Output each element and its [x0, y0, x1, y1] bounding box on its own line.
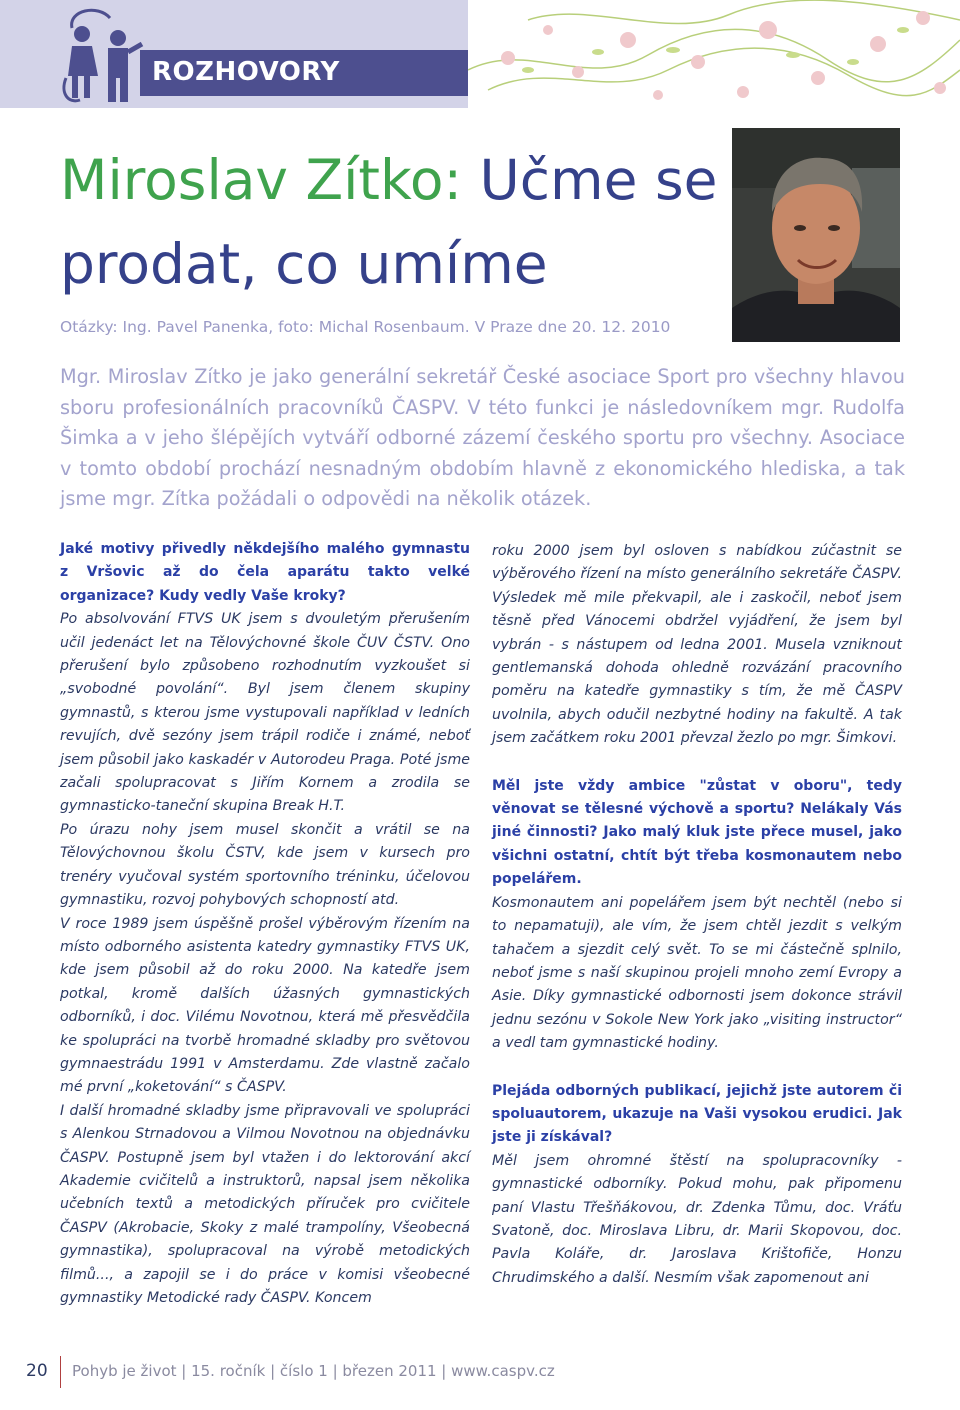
article-intro: Mgr. Miroslav Zítko je jako generální sekretář České asociace Sport pro všechny hlavou sboru profesionálních pracovníků ČASPV. V této funkci je následovníkem mgr. Rudolfa Šimka a v jeho šlépějích vytváří odborné zázemí českého sportu pro všechny. Asociace v tomto období prochází nesnadným obdobím hlavně z ekonomického hlediska, a tak jsme mgr. Zítka požádali o odpovědi na několik otázek.	[60, 365, 905, 510]
answer-paragraph: Měl jsem ohromné štěstí na spolupracovníky - gymnastické odborníky. Pokud mohu, pak připomenu paní Vlastu Třešňákovou, dr. Zdenka Tůmu, doc. Vráťu Svatoně, doc. Miroslava Libru, dr. Marii Skopovou, doc. Pavla Koláře, dr. Jaroslava Krištofiče, Honzu Chrudimského a další. Nesmím však zapomenout ani	[492, 1152, 902, 1286]
question-2: Měl jste vždy ambice "zůstat v oboru", tedy věnovat se tělesné výchově a sportu? Nelákaly Vás jiné činnosti? Jako malý kluk jste přece musel, jako všichni ostatní, chtít být třeba kosmonautem nebo popelářem.	[492, 777, 902, 888]
footer-divider	[60, 1356, 61, 1388]
right-column	[492, 540, 902, 1290]
title-line2: prodat, co umíme	[60, 232, 548, 296]
title-rest: Učme se	[462, 148, 718, 212]
answer-paragraph: Po absolvování FTVS UK jsem s dvouletým přerušením učil jedenáct let na Tělovýchovné škole ČUV ČSTV. Ono přerušení bylo způsobeno rozhodnutím vyzkoušet si „svobodné povolání“. Byl jsem členem skupiny gymnastů, s kterou jsme vystupovali například v ledních revujích, dvě sezóny jsem trápil rodiče i známé, neboť jsem působil jako kaskadér v Autorodeu Praga. Poté jsme začali spolupracovat s Jiřím Kornem a zrodila se gymnasticko-taneční skupina Break H.T.	[60, 611, 470, 815]
answer-paragraph: roku 2000 jsem byl osloven s nabídkou zúčastnit se výběrového řízení na místo generálního sekretáře ČASPV. Výsledek mě mile překvapil, ale i zaskočil, neboť jsem těsně před Vánocemi obdržel vyjádření, že jsem byl vybrán - s nástupem od ledna 2001. Musela vzniknout gentlemanská dohoda ohledně rozvázání pracovního poměru na katedře gymnastiky s tím, že mě ČASPV uvolnila, abych odučil nezbytné hodiny na fakultě. A tak jsem začátkem roku 2001 převzal žezlo po mgr. Šimkovi.	[492, 543, 902, 747]
question-1: Jaké motivy přivedly někdejšího malého gymnastu z Vršovic až do čela aparátu takto velké organizace? Kudy vedly Vaše kroky?	[60, 541, 470, 604]
floral-border-icon	[468, 0, 960, 108]
title-name: Miroslav Zítko:	[60, 148, 463, 212]
article-title	[60, 138, 720, 306]
portrait-photo	[732, 128, 900, 342]
answer-paragraph: Po úrazu nohy jsem musel skončit a vrátil se na Tělovýchovnou školu ČSTV, kde jsem v kursech pro trenéry vyučoval systém sportovního tréninku, účelovou gymnastiku, rozvoj pohybových schopností atd.	[60, 821, 470, 909]
footer-text: Pohyb je život | 15. ročník | číslo 1 | březen 2011 | www.caspv.cz	[72, 1362, 555, 1380]
answer-paragraph: V roce 1989 jsem úspěšně prošel výběrovým řízením na místo odborného asistenta katedry gymnastiky FTVS UK, kde jsem působil až do roku 2000. Na katedře jsem potkal, kromě dalších úžasných gymnastických odborníků, i doc. Vilému Novotnou, která mě přesvědčila ke spolupráci na tvorbě hromadné skladby pro světovou gymnaestrádu 1991 v Amsterdamu. Zde vlastně začalo mé první „koketování“ s ČASPV.	[60, 915, 470, 1096]
section-bar	[140, 50, 468, 96]
question-3: Plejáda odborných publikací, jejichž jste autorem či spoluautorem, ukazuje na Vaši vysokou erudici. Jak jste ji získával?	[492, 1082, 902, 1146]
answer-paragraph: I další hromadné skladby jsme připravovali ve spolupráci s Alenkou Strnadovou a Vilmou Novotnou na objednávku ČASPV. Postupně jsem byl vtažen i do lektorování akcí Akademie cvičitelů a instruktorů, napsal jsem několika učebních textů a metodických příruček pro cvičitele ČASPV (Akrobacie, Skoky z malé trampolíny, Všeobecná gymnastika), spolupracoval na výrobě metodických filmů..., a zapojil se i do práce v komisi všeobecné gymnastiky Metodické rady ČASPV. Koncem	[60, 1102, 470, 1306]
left-column	[60, 538, 470, 1310]
gymnasts-jumprope-icon	[58, 8, 148, 106]
article-credits: Otázky: Ing. Pavel Panenka, foto: Michal Rosenbaum. V Praze dne 20. 12. 2010	[60, 318, 671, 336]
answer-paragraph: Kosmonautem ani popelářem jsem být nechtěl (nebo si to nepamatuji), ale vím, že jsem chtěl jezdit s velkým tahačem a sjezdit celý svět. To se mi částečně splnilo, neboť jsme s naší skupinou projeli mnoho zemí Evropy a Asie. Díky gymnastické odbornosti jsem dokonce strávil jednu sezónu v Sokole New York jako „visiting instructor“ a vedl tam gymnastické hodiny.	[492, 894, 902, 1052]
page-number: 20	[26, 1361, 48, 1381]
section-label: ROZHOVORY	[152, 57, 340, 87]
